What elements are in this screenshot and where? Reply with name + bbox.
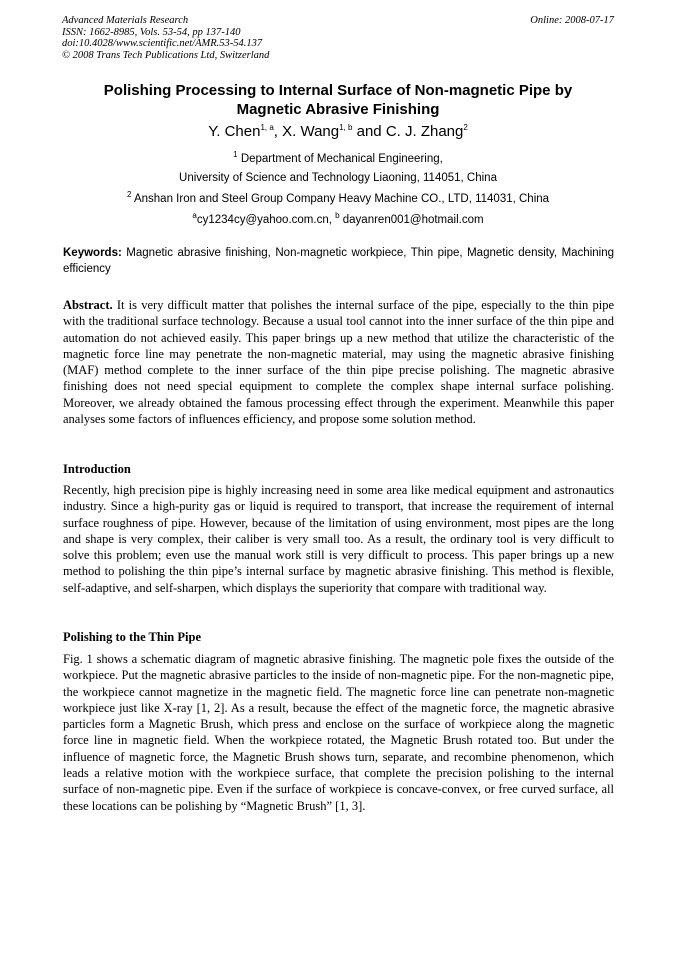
author-superscript: 1, b bbox=[339, 123, 353, 132]
section-heading-polishing: Polishing to the Thin Pipe bbox=[63, 630, 201, 644]
title-line-2: Magnetic Abrasive Finishing bbox=[236, 101, 440, 118]
author-superscript: 2 bbox=[463, 123, 468, 132]
keywords-text: Magnetic abrasive finishing, Non-magnetic workpiece, Thin pipe, Magnetic density, Machining efficiency bbox=[63, 247, 614, 275]
online-date: Online: 2008-07-17 bbox=[530, 15, 614, 26]
affiliation-superscript: 1 bbox=[233, 150, 238, 160]
section-heading-introduction: Introduction bbox=[63, 462, 131, 476]
paper-title bbox=[62, 81, 614, 119]
affiliation-university: University of Science and Technology Liaoning, 114051, China bbox=[179, 172, 497, 184]
affiliation-company: Anshan Iron and Steel Group Company Heavy Machine CO., LTD, 114031, China bbox=[131, 193, 550, 205]
email-a: cy1234cy@yahoo.com.cn, bbox=[196, 214, 336, 226]
author-list bbox=[62, 122, 614, 142]
affiliation-department: Department of Mechanical Engineering, bbox=[237, 153, 443, 165]
abstract-text: It is very difficult matter that polishes the internal surface of the pipe, especially to the thin pipe with the traditional surface technology. Because a usual tool cannot into the inner surface of the thin pipe and automation do not achieved easily. This paper brings up a new method that utilize the characteristic of the magnetic force line may penetrate the non-magnetic material, may using the magnetic abrasive finishing (MAF) method complete to the inner surface of the thin pipe precise polishing. The magnetic abrasive finishing does not need special equipment to complete the complex shape internal surface polishing. Moreover, we already obtained the famous processing effect through the experiment. Meanwhile this paper analyses some factors of influences efficiency, and propose some solution method. bbox=[63, 298, 614, 427]
author-name: Y. Chen bbox=[208, 123, 261, 140]
author-emails bbox=[62, 211, 614, 230]
polishing-body: Fig. 1 shows a schematic diagram of magnetic abrasive finishing. The magnetic pole fixes the outside of the workpiece. Put the magnetic abrasive particles to the inside of non-magnetic pipe. For the non-magnetic pipe, the workpiece cannot magnetize in the magnetic field. The magnetic force line can penetrate non-magnetic workpiece just like X-ray [1, 2]. As a result, because the effect of the magnetic force, the magnetic abrasive particles form a Magnetic Brush, which press and enclose on the surface of workpiece along the magnetic force line in magnetic field. When the workpiece rotated, the Magnetic Brush rotated too. But under the influence of magnetic force, the Magnetic Brush shows turn, separate, and recombine phenomenon, which leads a relative motion with the workpiece surface, that complete the precision polishing to the internal surface of non-magnetic pipe. Even if the surface of workpiece is concave-convex, or free curved surface, all these locations can be polishing by “Magnetic Brush” [1, 3]. bbox=[63, 652, 614, 813]
keywords bbox=[63, 246, 614, 277]
affiliation-2 bbox=[62, 190, 614, 209]
affiliation-superscript: 2 bbox=[126, 190, 132, 200]
author-name: and C. J. Zhang bbox=[352, 123, 464, 140]
abstract-label: Abstract. bbox=[63, 298, 113, 312]
email-superscript: b bbox=[335, 211, 340, 221]
journal-name: Advanced Materials Research bbox=[62, 15, 189, 26]
affiliation-1 bbox=[62, 150, 614, 188]
introduction-body: Recently, high precision pipe is highly increasing need in some area like medical equipment and astronautics industry. Since a high-purity gas or liquid is required to transport, that increase the requirement of internal surface roughness of pipe. However, because of the limitation of using environment, most pipes are the long and shape is very complex, their caliber is very small too. As a result, the ordinary tool is very difficult to solve this problem; even use the manual work still is very difficult to process. This paper brings up a new method to polishing the thin pipe’s internal surface by magnetic abrasive finishing. This method is flexible, self-adaptive, and self-sharpen, which displays the superiority that compare with traditional way. bbox=[63, 483, 614, 595]
journal-header bbox=[62, 15, 614, 61]
author-name: , X. Wang bbox=[273, 123, 340, 140]
copyright-line: © 2008 Trans Tech Publications Ltd, Switzerland bbox=[62, 49, 270, 61]
email-superscript: a bbox=[192, 211, 197, 221]
email-b: dayanren001@hotmail.com bbox=[339, 214, 484, 226]
keywords-label: Keywords: bbox=[63, 247, 122, 259]
doi-line: doi:10.4028/www.scientific.net/AMR.53-54.137 bbox=[62, 38, 263, 49]
issn-line: ISSN: 1662-8985, Vols. 53-54, pp 137-140 bbox=[62, 26, 241, 38]
author-superscript: 1, a bbox=[260, 123, 274, 132]
abstract bbox=[63, 297, 614, 427]
title-line-1: Polishing Processing to Internal Surface of Non-magnetic Pipe by bbox=[103, 82, 573, 99]
